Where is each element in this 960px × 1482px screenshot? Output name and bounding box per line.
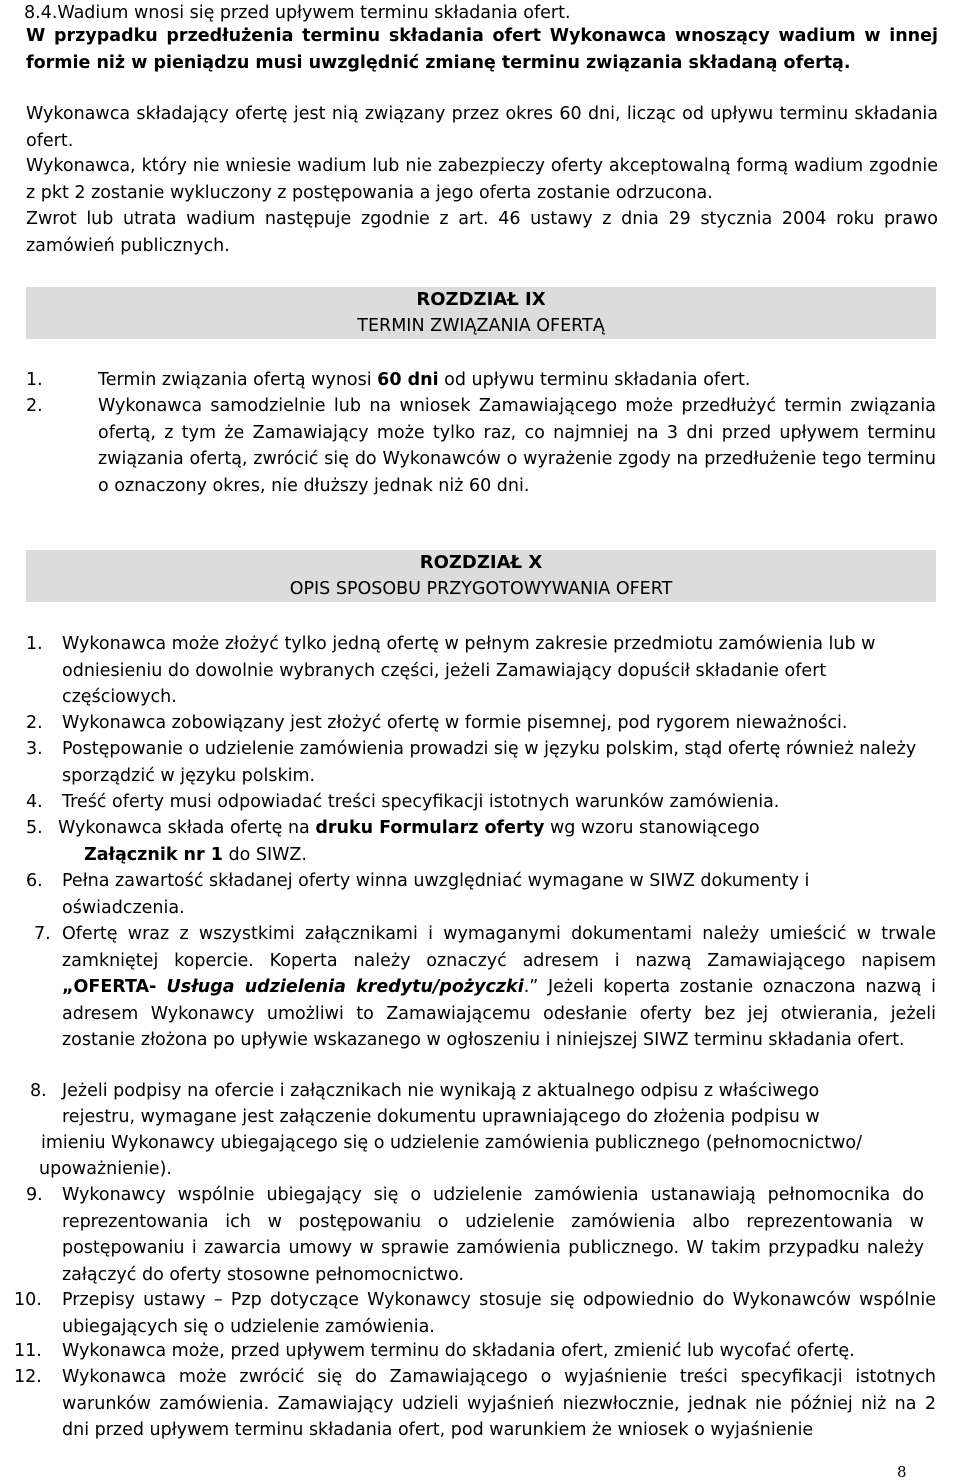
chapter-title: ROZDZIAŁ X xyxy=(419,552,543,573)
item-number: 2. xyxy=(26,396,43,416)
chapter-subtitle: OPIS SPOSOBU PRZYGOTOWYWANIA OFERT xyxy=(289,579,673,599)
item-text: Przepisy ustawy – Pzp dotyczące Wykonawcy stosuje się odpowiednio do Wykonawców wspólnie ubiegających się o udzielenie zamówienia. xyxy=(62,1290,936,1337)
item-text: Wykonawca samodzielnie lub na wniosek Zamawiającego może przedłużyć termin związania ofertą, z tym że Zamawiający może tylko raz, co najmniej na 3 dni przed upływem terminu związania ofertą, zwrócić się do Wykonawców o wyrażenie zgody na przedłużenie tego terminu o oznaczony okres, nie dłuższy jednak niż 60 dni. xyxy=(98,396,936,496)
item-number: 9. xyxy=(26,1185,43,1205)
item-number: 11. xyxy=(14,1341,42,1361)
item-number: 2. xyxy=(26,713,43,733)
item-text-line: rejestru, wymagane jest załączenie dokumentu uprawniającego do złożenia podpisu w xyxy=(62,1107,820,1127)
chapter-subtitle: TERMIN ZWIĄZANIA OFERTĄ xyxy=(357,316,605,336)
item-text: Wykonawcy wspólnie ubiegający się o udzielenie zamówienia ustanawiają pełnomocnika do reprezentowania ich w postępowaniu o udzielenie zamówienia albo reprezentowania w postępowaniu i zawarcia umowy w sprawie zamówienia publicznego. W takim przypadku należy załączyć do oferty stosowne pełnomocnictwo. xyxy=(62,1185,924,1285)
item-number: 10. xyxy=(14,1290,42,1310)
item-text: Wykonawca zobowiązany jest złożyć ofertę w formie pisemnej, pod rygorem nieważności. xyxy=(62,713,848,733)
paragraph-refund: Zwrot lub utrata wadium następuje zgodnie z art. 46 ustawy z dnia 29 stycznia 2004 roku prawo zamówień publicznych. xyxy=(26,209,938,256)
item-text: Jeżeli podpisy na ofercie i załącznikach nie wynikają z aktualnego odpisu z właściwego xyxy=(62,1081,820,1101)
item-text: Ofertę wraz z wszystkimi załącznikami i wymaganymi dokumentami należy umieścić w trwale zamkniętej kopercie. Koperta należy oznaczyć adresem i nazwą Zamawiającego napisem „OFERTA- Usługa udzielenia kredytu/pożyczki.” Jeżeli koperta zostanie oznaczona nazwą i adresem Wykonawcy umożliwi to Zamawiającemu odesłanie oferty bez jej otwierania, jeżeli zostanie złożona po upływie wskazanego w ogłoszeniu i niniejszej SIWZ terminu składania ofert. xyxy=(62,924,936,1050)
item-text: Pełna zawartość składanej oferty winna uwzględniać wymagane w SIWZ dokumenty i oświadczenia. xyxy=(62,871,810,918)
heading-8-4: 8.4.Wadium wnosi się przed upływem terminu składania ofert. xyxy=(24,3,571,23)
item-text: Wykonawca może złożyć tylko jedną ofertę w pełnym zakresie przedmiotu zamówienia lub w odniesieniu do dowolnie wybranych części, jeżeli Zamawiający dopuścił składanie ofert częściowych. xyxy=(62,634,876,707)
paragraph-validity: Wykonawca składający ofertę jest nią związany przez okres 60 dni, licząc od upływu terminu składania ofert. xyxy=(26,104,938,151)
item-number: 1. xyxy=(26,370,43,390)
paragraph-exclusion: Wykonawca, który nie wniesie wadium lub nie zabezpieczy oferty akceptowalną formą wadium zgodnie z pkt 2 zostanie wykluczony z postępowania a jego oferta zostanie odrzucona. xyxy=(26,156,938,203)
item-text: Wykonawca może zwrócić się do Zamawiającego o wyjaśnienie treści specyfikacji istotnych warunków zamówienia. Zamawiający udzieli wyjaśnień niezwłocznie, jednak nie później niż na 2 dni przed upływem terminu składania ofert, pod warunkiem że wniosek o wyjaśnienie xyxy=(62,1367,936,1440)
item-text: Wykonawca może, przed upływem terminu do składania ofert, zmienić lub wycofać ofertę. xyxy=(62,1341,855,1361)
item-number: 8. xyxy=(30,1081,47,1101)
item-number: 3. xyxy=(26,739,43,759)
item-text: Treść oferty musi odpowiadać treści specyfikacji istotnych warunków zamówienia. xyxy=(62,792,780,812)
item-text: Wykonawca składa ofertę na druku Formularz oferty wg wzoru stanowiącego Załącznik nr 1 do SIWZ. xyxy=(58,818,760,865)
item-number: 1. xyxy=(26,634,43,654)
item-text: Postępowanie o udzielenie zamówienia prowadzi się w języku polskim, stąd ofertę również należy sporządzić w języku polskim. xyxy=(62,739,917,786)
item-number: 6. xyxy=(26,871,43,891)
item-number: 4. xyxy=(26,792,43,812)
item-text-line: upoważnienie). xyxy=(39,1159,172,1179)
item-text: Termin związania ofertą wynosi 60 dni od upływu terminu składania ofert. xyxy=(98,370,751,390)
chapter-x-header xyxy=(26,550,936,602)
page-number: 8 xyxy=(897,1463,907,1481)
chapter-title: ROZDZIAŁ IX xyxy=(416,289,546,310)
item-number: 7. xyxy=(34,924,51,944)
item-number: 12. xyxy=(14,1367,42,1387)
item-number: 5. xyxy=(26,818,43,838)
item-text-line: imieniu Wykonawcy ubiegającego się o udzielenie zamówienia publicznego (pełnomocnictwo/ xyxy=(41,1133,863,1153)
chapter-ix-header xyxy=(26,287,936,339)
bold-paragraph: W przypadku przedłużenia terminu składania ofert Wykonawca wnoszący wadium w innej formie niż w pieniądzu musi uwzględnić zmianę terminu związania składaną ofertą. xyxy=(26,26,938,73)
